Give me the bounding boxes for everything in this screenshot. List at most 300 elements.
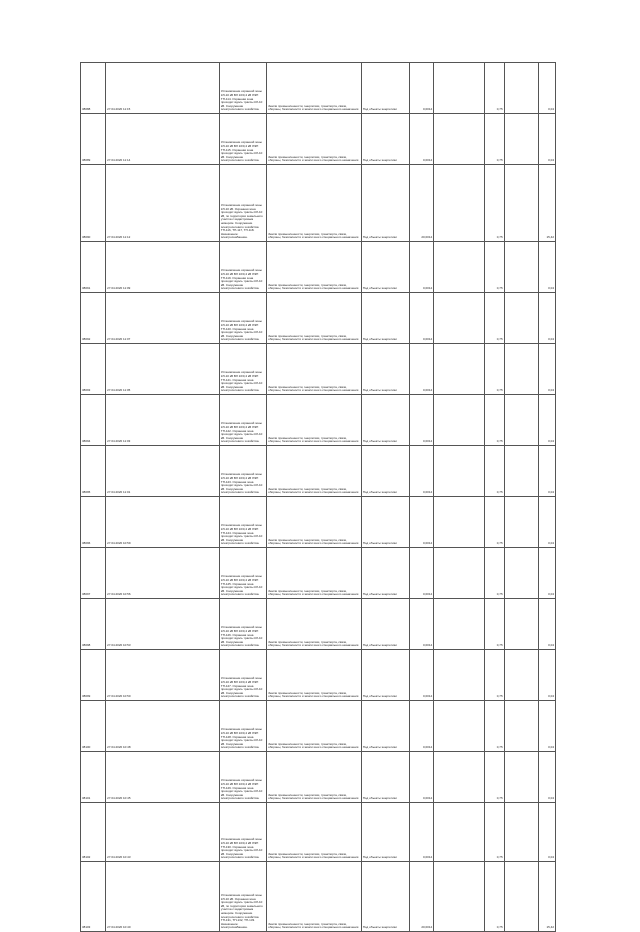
entry-date: 27.04.2020 10:59 [107, 541, 131, 546]
rate-value-cell [484, 862, 504, 932]
entry-description-cell [219, 446, 266, 497]
area-value-cell [410, 242, 434, 293]
land-category: Земли промышленности, энергетики, транспорта, связи, обороны, безопасности и земли иного специального назначения [268, 639, 359, 648]
empty-cell-cell [504, 862, 538, 932]
entry-description-cell [219, 165, 266, 242]
area-value: 0,0014 [423, 855, 433, 860]
empty-cell-cell [434, 650, 484, 701]
entry-number-cell [81, 701, 106, 752]
entry-description-cell [219, 293, 266, 344]
permitted-use-cell [361, 497, 409, 548]
empty-cell-cell [504, 548, 538, 599]
entry-date-cell [106, 650, 220, 701]
land-category: Земли промышленности, энергетики, транспорта, связи, обороны, безопасности и земли иного специального назначения [268, 384, 359, 393]
land-category: Земли промышленности, энергетики, транспорта, связи, обороны, безопасности и земли иного специального назначения [268, 282, 359, 291]
entry-date: 27.04.2020 11:14 [107, 158, 131, 163]
entry-date-cell [106, 548, 220, 599]
entry-date-cell [106, 114, 220, 165]
sum-value: 0,04 [548, 855, 554, 860]
permitted-use-cell [361, 548, 409, 599]
entry-date-cell [106, 293, 220, 344]
table-row [81, 293, 556, 344]
entry-date-cell [106, 446, 220, 497]
register-rows [81, 63, 556, 932]
entry-number-cell [81, 446, 106, 497]
sum-value: 15,42 [546, 235, 554, 240]
entry-description: Установление охранной зоны КЛ-10 кВ ВЛ 10/0,4 кВ ЛЭП ТП-124. Охранная зона проходит вдоль трассы КЛ-10 кВ. Сооружение электросетевого хозяйства. [220, 523, 263, 546]
entry-number-cell [81, 293, 106, 344]
entry-description-cell [219, 752, 266, 803]
empty-cell-cell [434, 803, 484, 862]
entry-date-cell [106, 395, 220, 446]
entry-number-cell [81, 862, 106, 932]
entry-number: 38088 [82, 107, 91, 112]
empty-cell-cell [504, 63, 538, 114]
permitted-use-cell [361, 650, 409, 701]
entry-number-cell [81, 548, 106, 599]
entry-number-cell [81, 242, 106, 293]
entry-date-cell [106, 165, 220, 242]
entry-description: Установление охранной зоны КЛ-10 кВ ВЛ 10/0,4 кВ ЛЭП ТП-127. Охранная зона проходит вдоль трассы КЛ-10 кВ. Сооружение электросетевого хозяйства. [220, 676, 263, 699]
sum-value-cell [538, 165, 555, 242]
sum-value-cell [538, 862, 555, 932]
area-value: 20,0014 [421, 235, 433, 240]
area-value: 0,0014 [423, 745, 433, 750]
permitted-use-cell [361, 344, 409, 395]
permitted-use-cell [361, 114, 409, 165]
table-row [81, 497, 556, 548]
entry-number-cell [81, 497, 106, 548]
table-row [81, 446, 556, 497]
rate-value-cell [484, 599, 504, 650]
sum-value-cell [538, 395, 555, 446]
land-category-cell [267, 395, 362, 446]
entry-number: 38089 [82, 158, 91, 163]
entry-description: Установление охранной зоны КЛ-10 кВ. Охранная зона проходит вдоль трассы КЛ-10 кВ, по территории земельного участка с кадастровым номером. Сооружение электросетевого хозяйства ТП-131, ТП-132, ТП-133. Назначение: электроснабжение. [220, 893, 263, 930]
rate-value: 0,75 [496, 694, 503, 699]
area-value: 0,0014 [423, 337, 433, 342]
rate-value-cell [484, 242, 504, 293]
area-value: 0,0014 [423, 286, 433, 291]
permitted-use: Под объекты энергетики [362, 337, 397, 342]
land-category-cell [267, 63, 362, 114]
table-row [81, 114, 556, 165]
entry-date: 27.04.2020 11:03 [107, 439, 131, 444]
sum-value: 0,04 [548, 643, 554, 648]
table-row [81, 752, 556, 803]
sum-value: 0,04 [548, 439, 554, 444]
entry-date-cell [106, 752, 220, 803]
table-row [81, 548, 556, 599]
rate-value-cell [484, 752, 504, 803]
rate-value-cell [484, 497, 504, 548]
entry-description: Установление охранной зоны КЛ-10 кВ ВЛ 10/0,4 кВ ЛЭП ТП-125. Охранная зона проходит вдоль трассы КЛ-10 кВ. Сооружение электросетевого хозяйства. [220, 574, 263, 597]
table-row [81, 599, 556, 650]
table-row [81, 395, 556, 446]
entry-number: 38100 [82, 745, 91, 750]
area-value-cell [410, 293, 434, 344]
entry-description-cell [219, 344, 266, 395]
rate-value-cell [484, 395, 504, 446]
empty-cell-cell [434, 548, 484, 599]
empty-cell-cell [434, 862, 484, 932]
land-category: Земли промышленности, энергетики, транспорта, связи, обороны, безопасности и земли иного специального назначения [268, 435, 359, 444]
sum-value: 0,04 [548, 337, 554, 342]
rate-value: 0,75 [496, 286, 503, 291]
land-category-cell [267, 701, 362, 752]
entry-number: 38097 [82, 592, 91, 597]
entry-description-cell [219, 242, 266, 293]
table-row [81, 242, 556, 293]
sum-value-cell [538, 803, 555, 862]
entry-date-cell [106, 803, 220, 862]
sum-value-cell [538, 114, 555, 165]
permitted-use: Под объекты энергетики [362, 592, 397, 597]
rate-value-cell [484, 114, 504, 165]
entry-date: 27.04.2020 11:12 [107, 235, 131, 240]
entry-date-cell [106, 862, 220, 932]
empty-cell-cell [434, 165, 484, 242]
rate-value-cell [484, 63, 504, 114]
area-value-cell [410, 165, 434, 242]
empty-cell-cell [504, 497, 538, 548]
rate-value: 0,75 [496, 337, 503, 342]
empty-cell-cell [434, 344, 484, 395]
area-value-cell [410, 599, 434, 650]
area-value-cell [410, 752, 434, 803]
entry-description: Установление охранной зоны КЛ-10 кВ ВЛ 10/0,4 кВ ЛЭП ТП-122. Охранная зона проходит вдоль трассы КЛ-10 кВ. Сооружение электросетевого хозяйства. [220, 421, 263, 444]
sum-value: 15,42 [546, 925, 554, 930]
table-row [81, 701, 556, 752]
land-category-cell [267, 862, 362, 932]
land-category: Земли промышленности, энергетики, транспорта, связи, обороны, безопасности и земли иного специального назначения [268, 333, 359, 342]
sum-value-cell [538, 701, 555, 752]
permitted-use: Под объекты энергетики [362, 235, 397, 240]
empty-cell-cell [504, 165, 538, 242]
table-row [81, 650, 556, 701]
entry-description-cell [219, 114, 266, 165]
permitted-use-cell [361, 242, 409, 293]
permitted-use-cell [361, 599, 409, 650]
permitted-use-cell [361, 63, 409, 114]
sum-value: 0,04 [548, 592, 554, 597]
entry-description: Установление охранной зоны КЛ-10 кВ ВЛ 10/0,4 кВ ЛЭП ТП-114. Охранная зона проходит вдоль трассы КЛ-10 кВ. Сооружение электросетевого хозяйства. [220, 89, 263, 112]
land-category-cell [267, 242, 362, 293]
sum-value: 0,04 [548, 107, 554, 112]
sum-value-cell [538, 599, 555, 650]
permitted-use-cell [361, 803, 409, 862]
entry-description: Установление охранной зоны КЛ-10 кВ ВЛ 10/0,4 кВ ЛЭП ТП-126. Охранная зона проходит вдоль трассы КЛ-10 кВ. Сооружение электросетевого хозяйства. [220, 625, 263, 648]
area-value-cell [410, 497, 434, 548]
entry-number: 38093 [82, 388, 91, 393]
permitted-use: Под объекты энергетики [362, 286, 397, 291]
entry-number: 38101 [82, 796, 91, 801]
entry-description-cell [219, 862, 266, 932]
rate-value-cell [484, 446, 504, 497]
area-value: 0,0014 [423, 592, 433, 597]
land-category: Земли промышленности, энергетики, транспорта, связи, обороны, безопасности и земли иного специального назначения [268, 103, 359, 112]
entry-date: 27.04.2020 10:56 [107, 592, 131, 597]
permitted-use: Под объекты энергетики [362, 388, 397, 393]
permitted-use: Под объекты энергетики [362, 796, 397, 801]
sum-value-cell [538, 548, 555, 599]
entry-date: 27.04.2020 11:05 [107, 388, 131, 393]
entry-number-cell [81, 395, 106, 446]
entry-description-cell [219, 497, 266, 548]
entry-description: Установление охранной зоны КЛ-10 кВ ВЛ 10/0,4 кВ ЛЭП ТП-128. Охранная зона проходит вдоль трассы КЛ-10 кВ. Сооружение электросетевого хозяйства. [220, 727, 263, 750]
entry-number: 38099 [82, 694, 91, 699]
entry-number-cell [81, 114, 106, 165]
rate-value: 0,75 [496, 439, 503, 444]
entry-description: Установление охранной зоны КЛ-10 кВ ВЛ 10/0,4 кВ ЛЭП ТП-119. Охранная зона проходит вдоль трассы КЛ-10 кВ. Сооружение электросетевого хозяйства. [220, 268, 263, 291]
entry-date: 27.04.2020 10:50 [107, 694, 131, 699]
empty-cell-cell [504, 650, 538, 701]
entry-date-cell [106, 242, 220, 293]
table-row [81, 165, 556, 242]
entry-number-cell [81, 752, 106, 803]
area-value-cell [410, 548, 434, 599]
entry-number-cell [81, 803, 106, 862]
entry-description: Установление охранной зоны КЛ-10 кВ ВЛ 10/0,4 кВ ЛЭП ТП-121. Охранная зона проходит вдоль трассы КЛ-10 кВ. Сооружение электросетевого хозяйства. [220, 370, 263, 393]
land-category-cell [267, 548, 362, 599]
rate-value: 0,75 [496, 855, 503, 860]
entry-description-cell [219, 650, 266, 701]
empty-cell-cell [434, 63, 484, 114]
sum-value-cell [538, 63, 555, 114]
area-value-cell [410, 344, 434, 395]
entry-date-cell [106, 599, 220, 650]
area-value: 0,0014 [423, 439, 433, 444]
entry-number-cell [81, 63, 106, 114]
land-category-cell [267, 114, 362, 165]
entry-number: 38098 [82, 643, 91, 648]
area-value: 0,0014 [423, 158, 433, 163]
entry-date: 27.04.2020 11:09 [107, 286, 131, 291]
entry-description-cell [219, 63, 266, 114]
table-row [81, 344, 556, 395]
empty-cell-cell [504, 701, 538, 752]
sum-value-cell [538, 650, 555, 701]
rate-value: 0,75 [496, 107, 503, 112]
entry-date: 27.04.2020 10:53 [107, 643, 131, 648]
sum-value: 0,04 [548, 694, 554, 699]
table-row [81, 803, 556, 862]
empty-cell-cell [504, 803, 538, 862]
entry-date: 27.04.2020 11:07 [107, 337, 131, 342]
land-category: Земли промышленности, энергетики, транспорта, связи, обороны, безопасности и земли иного специального назначения [268, 792, 359, 801]
land-category-cell [267, 599, 362, 650]
entry-description-cell [219, 803, 266, 862]
land-category: Земли промышленности, энергетики, транспорта, связи, обороны, безопасности и земли иного специального назначения [268, 154, 359, 163]
rate-value: 0,75 [496, 592, 503, 597]
entry-date-cell [106, 497, 220, 548]
table-row [81, 63, 556, 114]
land-category: Земли промышленности, энергетики, транспорта, связи, обороны, безопасности и земли иного специального назначения [268, 690, 359, 699]
permitted-use-cell [361, 752, 409, 803]
empty-cell-cell [504, 752, 538, 803]
permitted-use: Под объекты энергетики [362, 745, 397, 750]
area-value: 0,0014 [423, 107, 433, 112]
rate-value: 0,75 [496, 235, 503, 240]
permitted-use-cell [361, 862, 409, 932]
area-value: 0,0014 [423, 643, 433, 648]
area-value: 20,0014 [421, 925, 433, 930]
rate-value: 0,75 [496, 490, 503, 495]
land-category: Земли промышленности, энергетики, транспорта, связи, обороны, безопасности и земли иного специального назначения [268, 921, 359, 930]
entry-date: 27.04.2020 10:48 [107, 745, 131, 750]
sum-value-cell [538, 293, 555, 344]
entry-date-cell [106, 344, 220, 395]
empty-cell-cell [434, 446, 484, 497]
empty-cell-cell [434, 701, 484, 752]
entry-description-cell [219, 395, 266, 446]
land-category: Земли промышленности, энергетики, транспорта, связи, обороны, безопасности и земли иного специального назначения [268, 588, 359, 597]
sum-value: 0,04 [548, 745, 554, 750]
sum-value: 0,04 [548, 541, 554, 546]
land-category: Земли промышленности, энергетики, транспорта, связи, обороны, безопасности и земли иного специального назначения [268, 231, 359, 240]
area-value-cell [410, 862, 434, 932]
empty-cell-cell [504, 242, 538, 293]
empty-cell-cell [504, 293, 538, 344]
empty-cell-cell [504, 114, 538, 165]
permitted-use-cell [361, 165, 409, 242]
land-category: Земли промышленности, энергетики, транспорта, связи, обороны, безопасности и земли иного специального назначения [268, 537, 359, 546]
permitted-use: Под объекты энергетики [362, 694, 397, 699]
sum-value: 0,04 [548, 286, 554, 291]
entry-description: Установление охранной зоны КЛ-10 кВ ВЛ 10/0,4 кВ ЛЭП ТП-129. Охранная зона проходит вдоль трассы КЛ-10 кВ. Сооружение электросетевого хозяйства. [220, 778, 263, 801]
rate-value-cell [484, 165, 504, 242]
land-category-cell [267, 165, 362, 242]
land-category: Земли промышленности, энергетики, транспорта, связи, обороны, безопасности и земли иного специального назначения [268, 741, 359, 750]
permitted-use-cell [361, 293, 409, 344]
land-category-cell [267, 650, 362, 701]
empty-cell-cell [434, 599, 484, 650]
area-value-cell [410, 701, 434, 752]
entry-description: Установление охранной зоны КЛ-10 кВ ВЛ 10/0,4 кВ ЛЭП ТП-115. Охранная зона проходит вдоль трассы КЛ-10 кВ. Сооружение электросетевого хозяйства. [220, 140, 263, 163]
sum-value-cell [538, 344, 555, 395]
sum-value: 0,04 [548, 388, 554, 393]
area-value-cell [410, 650, 434, 701]
rate-value-cell [484, 701, 504, 752]
area-value-cell [410, 803, 434, 862]
empty-cell-cell [434, 395, 484, 446]
area-value: 0,0014 [423, 796, 433, 801]
entry-number: 38091 [82, 286, 91, 291]
empty-cell-cell [504, 344, 538, 395]
empty-cell-cell [504, 446, 538, 497]
land-category-cell [267, 803, 362, 862]
permitted-use: Под объекты энергетики [362, 490, 397, 495]
entry-date: 27.04.2020 11:01 [107, 490, 131, 495]
entry-date: 27.04.2020 10:40 [107, 925, 131, 930]
entry-date: 27.04.2020 11:15 [107, 107, 131, 112]
land-category: Земли промышленности, энергетики, транспорта, связи, обороны, безопасности и земли иного специального назначения [268, 486, 359, 495]
permitted-use-cell [361, 701, 409, 752]
sum-value: 0,04 [548, 490, 554, 495]
permitted-use: Под объекты энергетики [362, 925, 397, 930]
permitted-use: Под объекты энергетики [362, 107, 397, 112]
land-category: Земли промышленности, энергетики, транспорта, связи, обороны, безопасности и земли иного специального назначения [268, 851, 359, 860]
area-value-cell [410, 395, 434, 446]
entry-date-cell [106, 701, 220, 752]
permitted-use-cell [361, 446, 409, 497]
area-value-cell [410, 446, 434, 497]
entry-date-cell [106, 63, 220, 114]
sum-value: 0,04 [548, 796, 554, 801]
entry-description-cell [219, 701, 266, 752]
area-value: 0,0014 [423, 490, 433, 495]
sum-value: 0,04 [548, 158, 554, 163]
table-row [81, 862, 556, 932]
sum-value-cell [538, 242, 555, 293]
entry-number: 38096 [82, 541, 91, 546]
entry-description: Установление охранной зоны КЛ-10 кВ ВЛ 10/0,4 кВ ЛЭП ТП-123. Охранная зона проходит вдоль трассы КЛ-10 кВ. Сооружение электросетевого хозяйства. [220, 472, 263, 495]
permitted-use: Под объекты энергетики [362, 158, 397, 163]
entry-number: 38103 [82, 925, 91, 930]
empty-cell-cell [434, 114, 484, 165]
land-category-cell [267, 344, 362, 395]
entry-description: Установление охранной зоны КЛ-10 кВ ВЛ 10/0,4 кВ ЛЭП ТП-130. Охранная зона проходит вдоль трассы КЛ-10 кВ. Сооружение электросетевого хозяйства. [220, 837, 263, 860]
entry-number-cell [81, 599, 106, 650]
empty-cell-cell [434, 242, 484, 293]
entry-number: 38092 [82, 337, 91, 342]
empty-cell-cell [504, 599, 538, 650]
entry-description: Установление охранной зоны КЛ-10 кВ. Охранная зона проходит вдоль трассы КЛ-10 кВ, по территории земельного участка с кадастровым номером. Сооружение электросетевого хозяйства ТП-116, ТП-117, ТП-118. Назначение: электроснабжение. [220, 203, 263, 240]
land-category-cell [267, 446, 362, 497]
entry-description-cell [219, 548, 266, 599]
rate-value-cell [484, 548, 504, 599]
land-category-cell [267, 497, 362, 548]
rate-value-cell [484, 650, 504, 701]
entry-number: 38095 [82, 490, 91, 495]
area-value: 0,0014 [423, 388, 433, 393]
area-value: 0,0014 [423, 541, 433, 546]
rate-value: 0,75 [496, 388, 503, 393]
rate-value: 0,75 [496, 541, 503, 546]
rate-value: 0,75 [496, 643, 503, 648]
rate-value-cell [484, 344, 504, 395]
rate-value-cell [484, 293, 504, 344]
area-value-cell [410, 114, 434, 165]
permitted-use: Под объекты энергетики [362, 855, 397, 860]
register-table [80, 62, 556, 932]
entry-number: 38090 [82, 235, 91, 240]
entry-description-cell [219, 599, 266, 650]
area-value-cell [410, 63, 434, 114]
permitted-use: Под объекты энергетики [362, 643, 397, 648]
entry-date: 27.04.2020 10:45 [107, 796, 131, 801]
permitted-use: Под объекты энергетики [362, 439, 397, 444]
land-category-cell [267, 752, 362, 803]
rate-value: 0,75 [496, 158, 503, 163]
rate-value: 0,75 [496, 925, 503, 930]
area-value: 0,0014 [423, 694, 433, 699]
permitted-use-cell [361, 395, 409, 446]
entry-date: 27.04.2020 10:43 [107, 855, 131, 860]
entry-number: 38102 [82, 855, 91, 860]
entry-number-cell [81, 344, 106, 395]
empty-cell-cell [434, 497, 484, 548]
land-category-cell [267, 293, 362, 344]
rate-value: 0,75 [496, 745, 503, 750]
rate-value-cell [484, 803, 504, 862]
permitted-use: Под объекты энергетики [362, 541, 397, 546]
entry-number-cell [81, 165, 106, 242]
entry-number-cell [81, 650, 106, 701]
sum-value-cell [538, 752, 555, 803]
rate-value: 0,75 [496, 796, 503, 801]
entry-number: 38094 [82, 439, 91, 444]
